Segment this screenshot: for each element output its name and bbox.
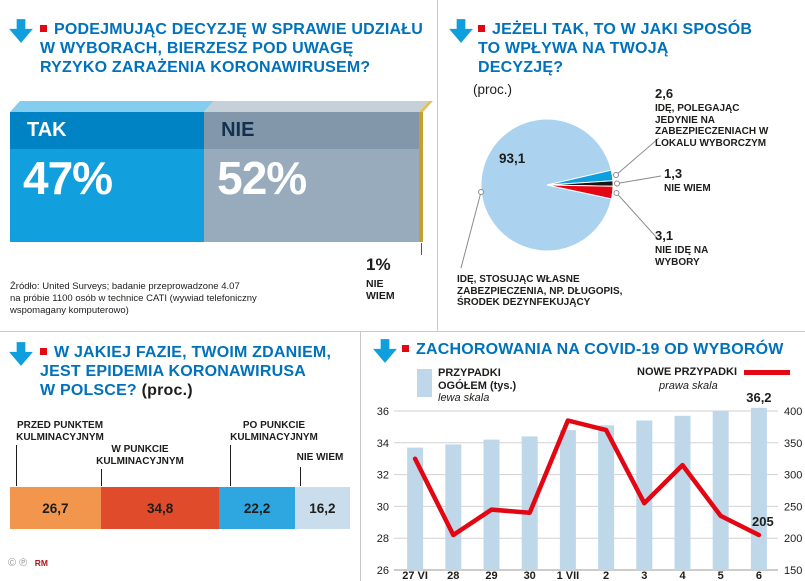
q1-segment-value: 52% [217, 152, 307, 204]
callout-value: 1% [366, 255, 391, 274]
q3-bar-segment: 22,2 [219, 487, 295, 529]
pie-slice-label: NIE IDĘ NA WYBORY [655, 245, 708, 268]
x-axis-label: 4 [679, 570, 686, 581]
pie-annotation-own-protection: IDĘ, STOSUJĄC WŁASNE ZABEZPIECZENIA, NP. DŁUGOPIS, ŚRODEK DEZYNFEKUJĄCY [457, 274, 623, 308]
x-axis-label: 3 [641, 570, 648, 581]
x-axis-label: 28 [447, 570, 460, 581]
last-bar-value: 36,2 [746, 389, 772, 405]
right-axis-tick: 350 [784, 437, 803, 450]
callout-label: NIE WIEM [366, 278, 395, 302]
down-arrow-icon [8, 341, 34, 367]
total-cases-bar [713, 411, 729, 570]
new-cases-line [415, 421, 759, 536]
right-axis-tick: 200 [784, 533, 803, 546]
q1-bar-top-segment [204, 101, 429, 112]
source-note: Źródło: United Surveys; badanie przeprowadzone 4.07 na próbie 1100 osób w technice CATI (wywiad telefoniczny wspomagany komputerowo) [10, 281, 257, 316]
label-connector-line [230, 445, 231, 486]
left-axis-tick: 34 [376, 437, 389, 450]
legend-bars: PRZYPADKI OGÓŁEM (tys.) lewa skala [438, 367, 517, 404]
phase-label-dont-know: NIE WIEM [296, 452, 344, 463]
combo-chart [360, 389, 805, 581]
pie-value: 2,6 [655, 86, 674, 101]
phase-label-at-peak: W PUNKCIE KULMINACYJNYM [96, 444, 184, 467]
right-axis-tick: 300 [784, 469, 803, 482]
legend-line: NOWE PRZYPADKI prawa skala [637, 366, 790, 392]
bar-3d-top-face [10, 101, 433, 112]
red-square-bullet-icon [402, 345, 409, 352]
credit [8, 553, 48, 571]
stacked-bar-phase [10, 487, 350, 529]
dont-know-callout [366, 255, 395, 302]
red-square-bullet-icon [40, 25, 47, 32]
x-axis-label: 1 VII [556, 570, 580, 581]
q3-bar-segment: 26,7 [10, 487, 101, 529]
legend-line-swatch [744, 370, 790, 375]
q1-bar-segment [204, 112, 419, 242]
x-axis-label: 6 [755, 570, 762, 581]
panel-title: JEŻELI TAK, TO W JAKI SPOSÓB TO WPŁYWA NA TWOJĄ DECYZJĘ? [478, 21, 753, 76]
copyright-icons: © ℗ [8, 557, 28, 569]
total-cases-bar [560, 430, 576, 570]
q1-segment-value: 47% [23, 152, 113, 204]
phase-label-after-peak: PO PUNKCIE KULMINACYJNYM [230, 420, 318, 443]
x-axis-label: 5 [717, 570, 724, 581]
unit-note: (proc.) [473, 82, 513, 97]
pie-main-value: 93,1 [499, 151, 526, 166]
left-axis-tick: 36 [376, 406, 389, 418]
label-connector-line [16, 445, 17, 486]
down-arrow-icon [372, 338, 398, 364]
label-connector-line [300, 467, 301, 486]
down-arrow-icon [8, 18, 34, 44]
total-cases-bar [675, 416, 691, 570]
pie-slice-label: NIE WIEM [664, 183, 711, 194]
label-connector-line [101, 469, 102, 486]
total-cases-bar [484, 440, 500, 570]
credit-initials: RM [34, 558, 48, 568]
q3-bar-segment: 16,2 [295, 487, 350, 529]
total-cases-bar [598, 425, 614, 570]
callout-line [421, 243, 422, 255]
x-axis-label: 29 [485, 570, 498, 581]
left-axis-tick: 32 [376, 469, 389, 482]
last-line-value: 205 [752, 514, 774, 529]
q1-bar-top-segment [10, 101, 214, 112]
total-cases-bar [445, 444, 461, 570]
left-axis-tick: 26 [376, 565, 389, 577]
q3-bar-segment: 34,8 [101, 487, 219, 529]
left-axis-tick: 28 [376, 533, 389, 546]
q1-segment-label: NIE [204, 112, 419, 149]
pie-annotation-own-protection-booth [655, 86, 773, 149]
stacked-bar-vote [10, 112, 423, 242]
right-axis-tick: 250 [784, 501, 803, 514]
left-axis-tick: 30 [376, 501, 389, 514]
right-axis-tick: 400 [784, 406, 803, 418]
x-axis-label: 30 [523, 570, 536, 581]
q1-bar-segment [419, 112, 423, 242]
pie-slice-label: IDĘ, POLEGAJĄC JEDYNIE NA ZABEZPIECZENIACH W LOKALU WYBORCZYM [655, 103, 769, 149]
pie-value: 3,1 [655, 228, 674, 243]
panel-decision-pie [437, 0, 805, 331]
panel-epidemic-phase [0, 331, 360, 581]
panel-title: W JAKIEJ FAZIE, TWOIM ZDANIEM, JEST EPIDEMIA KORONAWIRUSA W POLSCE? (proc.) [40, 344, 332, 399]
panel-title: ZACHOROWANIA NA COVID-19 OD WYBORÓW [402, 340, 802, 359]
pie-annotation-not-voting [655, 228, 735, 268]
red-square-bullet-icon [40, 348, 47, 355]
panel-covid-cases [360, 331, 805, 581]
panel-title: PODEJMUJĄC DECYZJĘ W SPRAWIE UDZIAŁU W WYBORACH, BIERZESZ POD UWAGĘ RYZYKO ZARAŻENIA KORONAWIRUSEM? [40, 21, 424, 76]
pie-annotation-dont-know [664, 166, 754, 195]
phase-label-before-peak: PRZED PUNKTEM KULMINACYJNYM [16, 420, 104, 443]
x-axis-label: 27 VI [402, 570, 428, 581]
q1-segment-label: TAK [10, 112, 204, 149]
panel-vote-risk [0, 0, 437, 331]
right-axis-tick: 150 [784, 565, 803, 577]
q1-bar-segment [10, 112, 204, 242]
x-axis-label: 2 [603, 570, 610, 581]
total-cases-bar [751, 408, 767, 570]
pie-value: 1,3 [664, 166, 683, 181]
